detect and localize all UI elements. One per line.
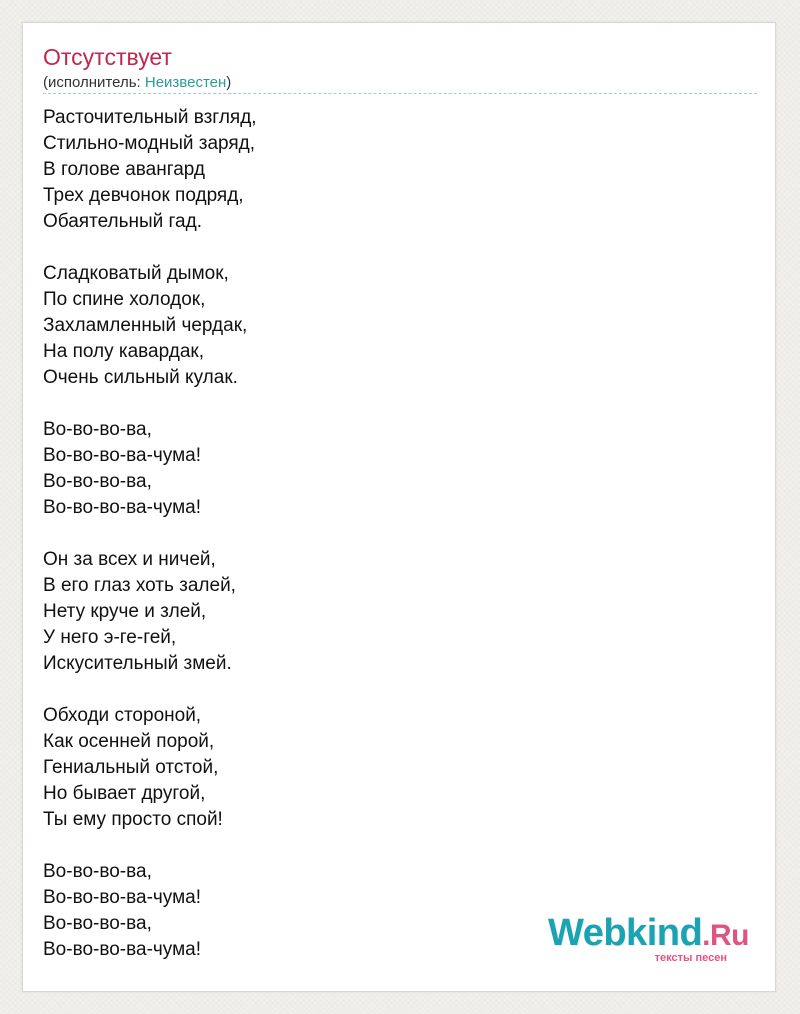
lyric-line: По спине холодок,: [43, 289, 206, 310]
lyric-line: Во-во-во-ва-чума!: [43, 887, 201, 908]
logo-tld: .Ru: [702, 919, 749, 952]
lyric-line: Во-во-во-ва,: [43, 419, 152, 440]
lyric-line: Но бывает другой,: [43, 783, 206, 804]
artist-prefix: (исполнитель:: [43, 74, 145, 91]
lyric-line: Во-во-во-ва-чума!: [43, 445, 201, 466]
lyric-line: Расточительный взгляд,: [43, 107, 257, 128]
webkind-logo[interactable]: [549, 911, 749, 971]
lyrics-card: [22, 22, 776, 992]
lyric-line: В его глаз хоть залей,: [43, 575, 236, 596]
logo-word: Webkind: [548, 912, 703, 954]
lyrics-stanza: [43, 261, 743, 391]
lyric-line: Во-во-во-ва-чума!: [43, 939, 201, 960]
lyric-line: Ты ему просто спой!: [43, 809, 223, 830]
lyrics-stanza: [43, 703, 743, 833]
song-title: Отсутствует: [43, 44, 172, 70]
lyric-line: У него э-ге-гей,: [43, 627, 177, 648]
lyric-line: Во-во-во-ва,: [43, 861, 152, 882]
lyric-line: Во-во-во-ва,: [43, 471, 152, 492]
lyric-line: Обаятельный гад.: [43, 211, 202, 232]
lyric-line: Как осенней порой,: [43, 731, 215, 752]
lyrics-text: [43, 105, 743, 989]
lyrics-stanza: [43, 105, 743, 235]
lyrics-stanza: [43, 547, 743, 677]
lyric-line: Нету круче и злей,: [43, 601, 207, 622]
lyric-line: Захламленный чердак,: [43, 315, 248, 336]
lyric-line: Во-во-во-ва-чума!: [43, 497, 201, 518]
lyric-line: Гениальный отстой,: [43, 757, 219, 778]
lyric-line: Трех девчонок подряд,: [43, 185, 244, 206]
lyric-line: Стильно-модный заряд,: [43, 133, 256, 154]
artist-line: [43, 73, 231, 93]
lyric-line: Обходи стороной,: [43, 705, 202, 726]
logo-wordmark: [548, 911, 749, 958]
lyrics-stanza: [43, 417, 743, 521]
lyric-line: Во-во-во-ва,: [43, 913, 152, 934]
lyric-line: Искусительный змей.: [43, 653, 232, 674]
logo-tagline: тексты песен: [654, 952, 727, 964]
lyric-line: Он за всех и ничей,: [43, 549, 216, 570]
lyric-line: На полу кавардак,: [43, 341, 204, 362]
lyric-line: Сладковатый дымок,: [43, 263, 229, 284]
title-divider: [43, 93, 757, 94]
lyric-line: В голове авангард: [43, 159, 206, 180]
lyric-line: Очень сильный кулак.: [43, 367, 238, 388]
artist-link[interactable]: Неизвестен: [144, 74, 227, 91]
artist-suffix: ): [226, 74, 232, 91]
